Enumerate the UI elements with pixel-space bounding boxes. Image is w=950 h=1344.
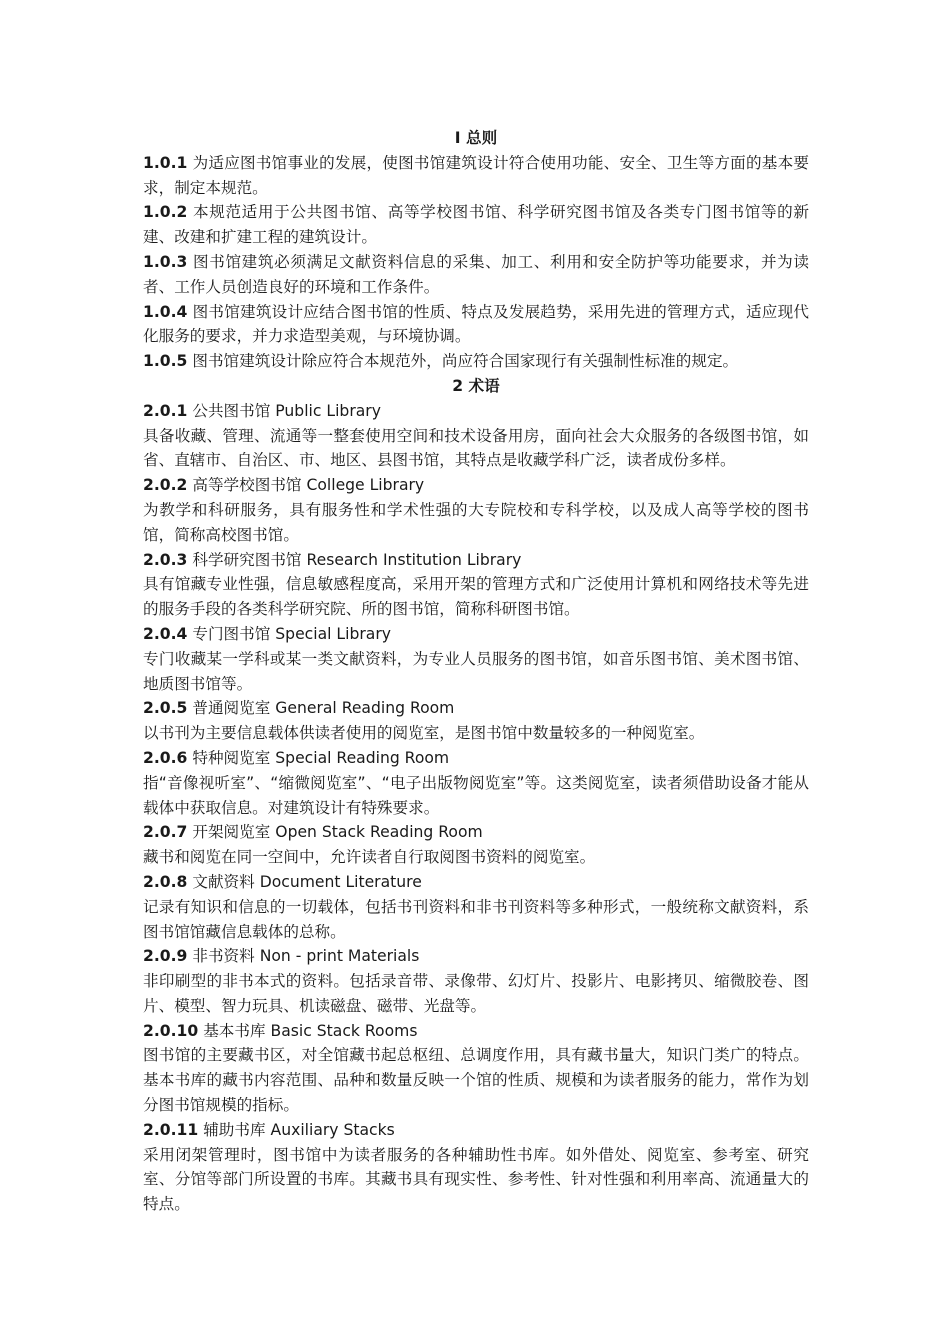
term-2-0-7 — [143, 820, 809, 845]
term-2-0-4 — [143, 622, 809, 647]
term-2-0-3 — [143, 548, 809, 573]
clause-text: 本规范适用于公共图书馆、高等学校图书馆、科学研究图书馆及各类专门图书馆等的新建、改建和扩建工程的建筑设计。 — [143, 203, 809, 247]
term-2-0-9 — [143, 944, 809, 969]
term-number: 2.0.4 — [143, 624, 188, 643]
term-name: 普通阅览室 General Reading Room — [187, 699, 455, 718]
term-name: 公共图书馆 Public Library — [187, 401, 381, 420]
clause-1-0-1 — [143, 151, 809, 201]
clause-1-0-2 — [143, 200, 809, 250]
term-definition: 非印刷型的非书本式的资料。包括录音带、录像带、幻灯片、投影片、电影拷贝、缩微胶卷、图片、模型、智力玩具、机读磁盘、磁带、光盘等。 — [143, 972, 809, 1015]
term-number: 2.0.8 — [143, 872, 188, 891]
term-definition: 记录有知识和信息的一切载体，包括书刊资料和非书刊资料等多种形式，一般统称文献资料，系图书馆馆藏信息载体的总称。 — [143, 897, 809, 941]
clause-text: 图书馆建筑设计除应符合本规范外，尚应符合国家现行有关强制性标准的规定。 — [187, 352, 739, 371]
term-definition: 以书刊为主要信息载体供读者使用的阅览室，是图书馆中数量较多的一种阅览室。 — [143, 724, 705, 743]
term-number: 2.0.2 — [143, 476, 188, 495]
term-number: 2.0.10 — [143, 1021, 199, 1040]
term-definition: 藏书和阅览在同一空间中，允许读者自行取阅图书资料的阅览室。 — [143, 848, 596, 867]
clause-number: 1.0.3 — [143, 252, 188, 271]
term-name: 基本书库 Basic Stack Rooms — [198, 1021, 418, 1040]
term-2-0-5 — [143, 696, 809, 721]
term-name: 辅助书库 Auxiliary Stacks — [198, 1120, 395, 1139]
term-definition: 采用闭架管理时，图书馆中为读者服务的各种辅助性书库。如外借处、阅览室、参考室、研究室、分馆等部门所设置的书库。其藏书具有现实性、参考性、针对性强和利用率高、流通量大的特点。 — [143, 1145, 809, 1214]
clause-number: 1.0.2 — [143, 203, 188, 222]
term-name: 文献资料 Document Literature — [187, 872, 422, 891]
term-2-0-11 — [143, 1118, 809, 1143]
clause-number: 1.0.1 — [143, 153, 188, 172]
chapter-1-title: I 总则 — [454, 129, 498, 147]
clause-1-0-5 — [143, 349, 809, 374]
clause-text: 图书馆建筑必须满足文献资料信息的采集、加工、利用和安全防护等功能要求，并为读者、工作人员创造良好的环境和工作条件。 — [143, 252, 809, 296]
term-definition: 图书馆的主要藏书区，对全馆藏书起总枢纽、总调度作用，具有藏书量大，知识门类广的特点。基本书库的藏书内容范围、品种和数量反映一个馆的性质、规模和为读者服务的能力，常作为划分图书馆规模的指标。 — [143, 1046, 809, 1115]
term-number: 2.0.1 — [143, 401, 188, 420]
term-definition: 具有馆藏专业性强，信息敏感程度高，采用开架的管理方式和广泛使用计算机和网络技术等先进的服务手段的各类科学研究院、所的图书馆，简称科研图书馆。 — [143, 575, 809, 619]
term-number: 2.0.6 — [143, 748, 188, 767]
document-page — [143, 126, 809, 1217]
term-2-0-6 — [143, 746, 809, 771]
term-2-0-2 — [143, 473, 809, 498]
term-name: 高等学校图书馆 College Library — [187, 476, 425, 495]
clause-number: 1.0.4 — [143, 302, 188, 321]
clause-1-0-4 — [143, 300, 809, 350]
term-number: 2.0.9 — [143, 947, 188, 966]
term-definition: 专门收藏某一学科或某一类文献资料，为专业人员服务的图书馆，如音乐图书馆、美术图书馆、地质图书馆等。 — [143, 649, 809, 693]
term-definition: 为教学和科研服务，具有服务性和学术性强的大专院校和专科学校，以及成人高等学校的图书馆，简称高校图书馆。 — [143, 500, 809, 544]
term-2-0-1 — [143, 399, 809, 424]
clause-text: 为适应图书馆事业的发展，使图书馆建筑设计符合使用功能、安全、卫生等方面的基本要求，制定本规范。 — [143, 153, 809, 197]
term-name: 特种阅览室 Special Reading Room — [187, 748, 450, 767]
term-2-0-10 — [143, 1019, 809, 1044]
term-definition: 指“音像视听室”、“缩微阅览室”、“电子出版物阅览室”等。这类阅览室，读者须借助设备才能从载体中获取信息。对建筑设计有特殊要求。 — [143, 773, 809, 817]
term-number: 2.0.7 — [143, 823, 188, 842]
term-number: 2.0.3 — [143, 550, 188, 569]
chapter-2-title: 2 术语 — [452, 376, 500, 395]
term-definition: 具备收藏、管理、流通等一整套使用空间和技术设备用房，面向社会大众服务的各级图书馆，如省、直辖市、自治区、市、地区、县图书馆，其特点是收藏学科广泛，读者成份多样。 — [143, 426, 809, 470]
term-name: 专门图书馆 Special Library — [187, 624, 391, 643]
clause-number: 1.0.5 — [143, 352, 188, 371]
term-name: 科学研究图书馆 Research Institution Library — [187, 550, 522, 569]
clause-text: 图书馆建筑设计应结合图书馆的性质、特点及发展趋势，采用先进的管理方式，适应现代化服务的要求，并力求造型美观，与环境协调。 — [143, 302, 809, 346]
term-name: 开架阅览室 Open Stack Reading Room — [187, 823, 483, 842]
clause-1-0-3 — [143, 250, 809, 300]
term-number: 2.0.11 — [143, 1120, 199, 1139]
term-name: 非书资料 Non - print Materials — [187, 947, 420, 966]
term-number: 2.0.5 — [143, 699, 188, 718]
term-2-0-8 — [143, 870, 809, 895]
